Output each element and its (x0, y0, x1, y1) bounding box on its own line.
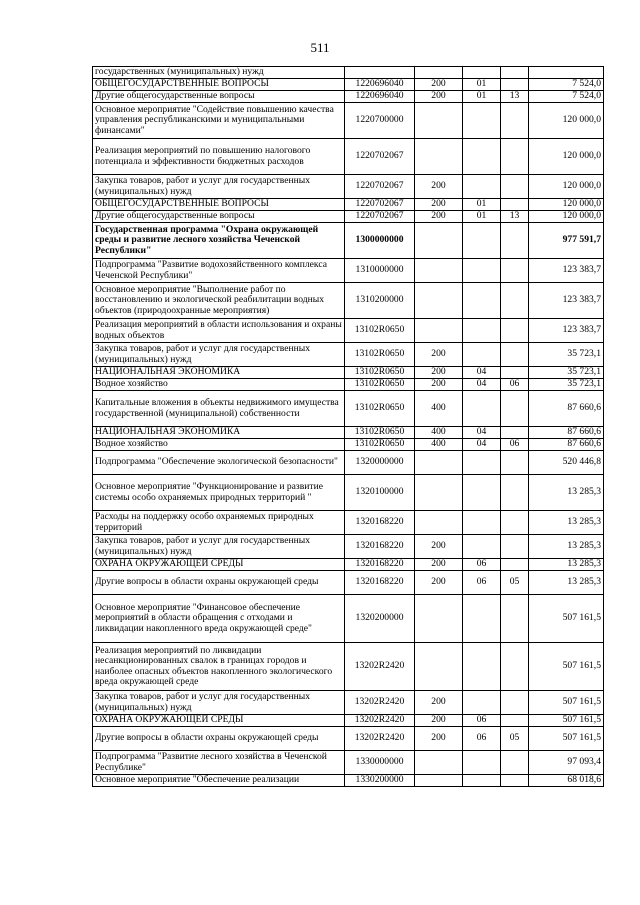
subsection-cell (501, 283, 529, 319)
row-name-cell: Другие вопросы в области охраны окружающей среды (93, 571, 345, 595)
target-article-cell: 1320000000 (345, 451, 415, 475)
section-cell (463, 511, 501, 535)
expense-type-cell: 200 (415, 559, 463, 571)
expense-type-cell: 400 (415, 439, 463, 451)
budget-table-body (93, 67, 604, 787)
expense-type-cell: 200 (415, 175, 463, 199)
table-row (93, 199, 604, 211)
row-name-cell: Расходы на поддержку особо охраняемых природных территорий (93, 511, 345, 535)
amount-cell: 120 000,0 (529, 211, 604, 223)
table-row (93, 319, 604, 343)
row-name-cell: Капитальные вложения в объекты недвижимого имущества государственной (муниципальной) собственности (93, 391, 345, 427)
table-row (93, 367, 604, 379)
row-name-cell: НАЦИОНАЛЬНАЯ ЭКОНОМИКА (93, 367, 345, 379)
target-article-cell: 1320168220 (345, 571, 415, 595)
subsection-cell: 06 (501, 439, 529, 451)
expense-type-cell (415, 259, 463, 283)
row-name-cell: Реализация мероприятий по повышению налогового потенциала и эффективности бюджетных расходов (93, 139, 345, 175)
table-row (93, 775, 604, 787)
expense-type-cell: 200 (415, 199, 463, 211)
amount-cell: 123 383,7 (529, 283, 604, 319)
amount-cell: 13 285,3 (529, 475, 604, 511)
section-cell: 06 (463, 715, 501, 727)
subsection-cell: 13 (501, 91, 529, 103)
row-name-cell: государственных (муниципальных) нужд (93, 67, 345, 79)
amount-cell: 507 161,5 (529, 727, 604, 751)
row-name-cell: Реализация мероприятий в области использования и охраны водных объектов (93, 319, 345, 343)
expense-type-cell (415, 223, 463, 259)
row-name-cell: Закупка товаров, работ и услуг для государственных (муниципальных) нужд (93, 175, 345, 199)
section-cell: 06 (463, 571, 501, 595)
target-article-cell: 13102R0650 (345, 319, 415, 343)
target-article-cell: 1320168220 (345, 511, 415, 535)
subsection-cell (501, 451, 529, 475)
target-article-cell: 1310200000 (345, 283, 415, 319)
subsection-cell (501, 691, 529, 715)
section-cell: 04 (463, 439, 501, 451)
row-name-cell: ОБЩЕГОСУДАРСТВЕННЫЕ ВОПРОСЫ (93, 79, 345, 91)
amount-cell: 87 660,6 (529, 427, 604, 439)
section-cell: 04 (463, 427, 501, 439)
row-name-cell: Закупка товаров, работ и услуг для государственных (муниципальных) нужд (93, 691, 345, 715)
amount-cell: 35 723,1 (529, 367, 604, 379)
table-row (93, 283, 604, 319)
section-cell (463, 691, 501, 715)
subsection-cell (501, 343, 529, 367)
amount-cell: 123 383,7 (529, 319, 604, 343)
table-row (93, 643, 604, 691)
table-row (93, 535, 604, 559)
amount-cell: 13 285,3 (529, 559, 604, 571)
section-cell (463, 283, 501, 319)
subsection-cell (501, 427, 529, 439)
amount-cell: 123 383,7 (529, 259, 604, 283)
amount-cell: 7 524,0 (529, 79, 604, 91)
expense-type-cell (415, 103, 463, 139)
amount-cell: 977 591,7 (529, 223, 604, 259)
row-name-cell: Основное мероприятие "Выполнение работ по восстановлению и экологической реабилитации водных объектов (природоохранные мероприятия) (93, 283, 345, 319)
subsection-cell (501, 67, 529, 79)
target-article-cell: 1220696040 (345, 91, 415, 103)
expense-type-cell: 200 (415, 715, 463, 727)
amount-cell: 68 018,6 (529, 775, 604, 787)
row-name-cell: Закупка товаров, работ и услуг для государственных (муниципальных) нужд (93, 535, 345, 559)
section-cell (463, 343, 501, 367)
amount-cell: 120 000,0 (529, 175, 604, 199)
target-article-cell: 13202R2420 (345, 643, 415, 691)
table-row (93, 103, 604, 139)
row-name-cell: Подпрограмма "Обеспечение экологической безопасности" (93, 451, 345, 475)
row-name-cell: Основное мероприятие "Содействие повышению качества управления республиканскими и муниципальными финансами" (93, 103, 345, 139)
target-article-cell: 1220696040 (345, 79, 415, 91)
row-name-cell: ОХРАНА ОКРУЖАЮЩЕЙ СРЕДЫ (93, 715, 345, 727)
section-cell: 04 (463, 367, 501, 379)
table-row (93, 91, 604, 103)
expense-type-cell: 400 (415, 427, 463, 439)
section-cell (463, 475, 501, 511)
row-name-cell: Другие общегосударственные вопросы (93, 91, 345, 103)
amount-cell: 507 161,5 (529, 691, 604, 715)
table-row (93, 511, 604, 535)
table-row (93, 439, 604, 451)
subsection-cell (501, 715, 529, 727)
amount-cell: 97 093,4 (529, 751, 604, 775)
expense-type-cell: 200 (415, 211, 463, 223)
target-article-cell: 13202R2420 (345, 715, 415, 727)
target-article-cell: 13202R2420 (345, 727, 415, 751)
target-article-cell: 1220702067 (345, 175, 415, 199)
target-article-cell: 13102R0650 (345, 391, 415, 427)
row-name-cell: Основное мероприятие "Обеспечение реализации (93, 775, 345, 787)
section-cell (463, 259, 501, 283)
row-name-cell: Основное мероприятие "Финансовое обеспечение мероприятий в области обращения с отходами и ликвидации накопленного вреда окружающей среде" (93, 595, 345, 643)
subsection-cell (501, 643, 529, 691)
target-article-cell: 1320200000 (345, 595, 415, 643)
amount-cell: 520 446,8 (529, 451, 604, 475)
section-cell (463, 139, 501, 175)
amount-cell: 35 723,1 (529, 343, 604, 367)
subsection-cell (501, 559, 529, 571)
subsection-cell (501, 103, 529, 139)
row-name-cell: Подпрограмма "Развитие лесного хозяйства в Чеченской Республике" (93, 751, 345, 775)
table-row (93, 259, 604, 283)
expense-type-cell (415, 595, 463, 643)
section-cell (463, 391, 501, 427)
target-article-cell: 1220702067 (345, 211, 415, 223)
amount-cell (529, 67, 604, 79)
section-cell (463, 643, 501, 691)
subsection-cell (501, 475, 529, 511)
target-article-cell (345, 67, 415, 79)
row-name-cell: Закупка товаров, работ и услуг для государственных (муниципальных) нужд (93, 343, 345, 367)
section-cell (463, 67, 501, 79)
expense-type-cell (415, 475, 463, 511)
amount-cell: 507 161,5 (529, 595, 604, 643)
target-article-cell: 13102R0650 (345, 367, 415, 379)
amount-cell: 87 660,6 (529, 391, 604, 427)
subsection-cell: 06 (501, 379, 529, 391)
section-cell: 06 (463, 559, 501, 571)
subsection-cell: 05 (501, 727, 529, 751)
amount-cell: 120 000,0 (529, 139, 604, 175)
row-name-cell: Реализация мероприятий по ликвидации несанкционированных свалок в границах городов и наиболее опасных объектов накопленного экологического вреда окружающей среде (93, 643, 345, 691)
row-name-cell: Государственная программа "Охрана окружающей среды и развитие лесного хозяйства Чеченской Республики" (93, 223, 345, 259)
table-row (93, 559, 604, 571)
row-name-cell: Водное хозяйство (93, 439, 345, 451)
target-article-cell: 1220700000 (345, 103, 415, 139)
section-cell: 01 (463, 199, 501, 211)
subsection-cell (501, 139, 529, 175)
expense-type-cell: 200 (415, 571, 463, 595)
section-cell (463, 103, 501, 139)
section-cell: 01 (463, 211, 501, 223)
expense-type-cell (415, 67, 463, 79)
table-row (93, 343, 604, 367)
table-row (93, 427, 604, 439)
table-row (93, 595, 604, 643)
budget-table (92, 66, 604, 787)
expense-type-cell: 200 (415, 535, 463, 559)
target-article-cell: 1310000000 (345, 259, 415, 283)
target-article-cell: 1320168220 (345, 535, 415, 559)
subsection-cell (501, 223, 529, 259)
expense-type-cell: 200 (415, 367, 463, 379)
target-article-cell: 1220702067 (345, 139, 415, 175)
table-row (93, 451, 604, 475)
expense-type-cell: 200 (415, 343, 463, 367)
target-article-cell: 1220702067 (345, 199, 415, 211)
page-number: 511 (310, 40, 330, 55)
table-row (93, 727, 604, 751)
subsection-cell (501, 775, 529, 787)
section-cell: 01 (463, 79, 501, 91)
subsection-cell (501, 595, 529, 643)
target-article-cell: 1320100000 (345, 475, 415, 511)
amount-cell: 35 723,1 (529, 379, 604, 391)
table-row (93, 379, 604, 391)
subsection-cell (501, 367, 529, 379)
row-name-cell: Основное мероприятие "Функционирование и развитие системы особо охраняемых природных территорий " (93, 475, 345, 511)
amount-cell: 7 524,0 (529, 91, 604, 103)
target-article-cell: 13102R0650 (345, 439, 415, 451)
table-row (93, 67, 604, 79)
table-row (93, 391, 604, 427)
subsection-cell (501, 199, 529, 211)
expense-type-cell: 200 (415, 691, 463, 715)
expense-type-cell: 200 (415, 91, 463, 103)
expense-type-cell (415, 283, 463, 319)
row-name-cell: Подпрограмма "Развитие водохозяйственного комплекса Чеченской Республики" (93, 259, 345, 283)
table-row (93, 715, 604, 727)
row-name-cell: Водное хозяйство (93, 379, 345, 391)
amount-cell: 507 161,5 (529, 715, 604, 727)
section-cell (463, 595, 501, 643)
row-name-cell: Другие общегосударственные вопросы (93, 211, 345, 223)
section-cell (463, 751, 501, 775)
section-cell (463, 319, 501, 343)
target-article-cell: 1330200000 (345, 775, 415, 787)
row-name-cell: НАЦИОНАЛЬНАЯ ЭКОНОМИКА (93, 427, 345, 439)
amount-cell: 87 660,6 (529, 439, 604, 451)
expense-type-cell (415, 451, 463, 475)
expense-type-cell: 200 (415, 79, 463, 91)
target-article-cell: 1320168220 (345, 559, 415, 571)
expense-type-cell (415, 775, 463, 787)
expense-type-cell: 200 (415, 727, 463, 751)
subsection-cell (501, 511, 529, 535)
row-name-cell: Другие вопросы в области охраны окружающей среды (93, 727, 345, 751)
amount-cell: 120 000,0 (529, 199, 604, 211)
section-cell: 01 (463, 91, 501, 103)
subsection-cell (501, 259, 529, 283)
amount-cell: 120 000,0 (529, 103, 604, 139)
expense-type-cell (415, 139, 463, 175)
row-name-cell: ОБЩЕГОСУДАРСТВЕННЫЕ ВОПРОСЫ (93, 199, 345, 211)
table-row (93, 475, 604, 511)
target-article-cell: 1330000000 (345, 751, 415, 775)
amount-cell: 507 161,5 (529, 643, 604, 691)
amount-cell: 13 285,3 (529, 571, 604, 595)
target-article-cell: 13202R2420 (345, 691, 415, 715)
section-cell (463, 223, 501, 259)
subsection-cell (501, 79, 529, 91)
row-name-cell: ОХРАНА ОКРУЖАЮЩЕЙ СРЕДЫ (93, 559, 345, 571)
section-cell: 06 (463, 727, 501, 751)
section-cell (463, 451, 501, 475)
table-row (93, 175, 604, 199)
table-row (93, 79, 604, 91)
subsection-cell (501, 175, 529, 199)
subsection-cell: 05 (501, 571, 529, 595)
table-row (93, 139, 604, 175)
table-row (93, 211, 604, 223)
subsection-cell (501, 319, 529, 343)
section-cell (463, 535, 501, 559)
amount-cell: 13 285,3 (529, 535, 604, 559)
table-row (93, 223, 604, 259)
target-article-cell: 13102R0650 (345, 379, 415, 391)
expense-type-cell: 200 (415, 379, 463, 391)
subsection-cell: 13 (501, 211, 529, 223)
subsection-cell (501, 535, 529, 559)
table-row (93, 691, 604, 715)
section-cell (463, 175, 501, 199)
expense-type-cell (415, 643, 463, 691)
expense-type-cell (415, 751, 463, 775)
section-cell: 04 (463, 379, 501, 391)
target-article-cell: 13102R0650 (345, 427, 415, 439)
subsection-cell (501, 751, 529, 775)
subsection-cell (501, 391, 529, 427)
expense-type-cell (415, 511, 463, 535)
section-cell (463, 775, 501, 787)
target-article-cell: 13102R0650 (345, 343, 415, 367)
table-row (93, 571, 604, 595)
table-row (93, 751, 604, 775)
expense-type-cell: 400 (415, 391, 463, 427)
amount-cell: 13 285,3 (529, 511, 604, 535)
target-article-cell: 1300000000 (345, 223, 415, 259)
expense-type-cell (415, 319, 463, 343)
